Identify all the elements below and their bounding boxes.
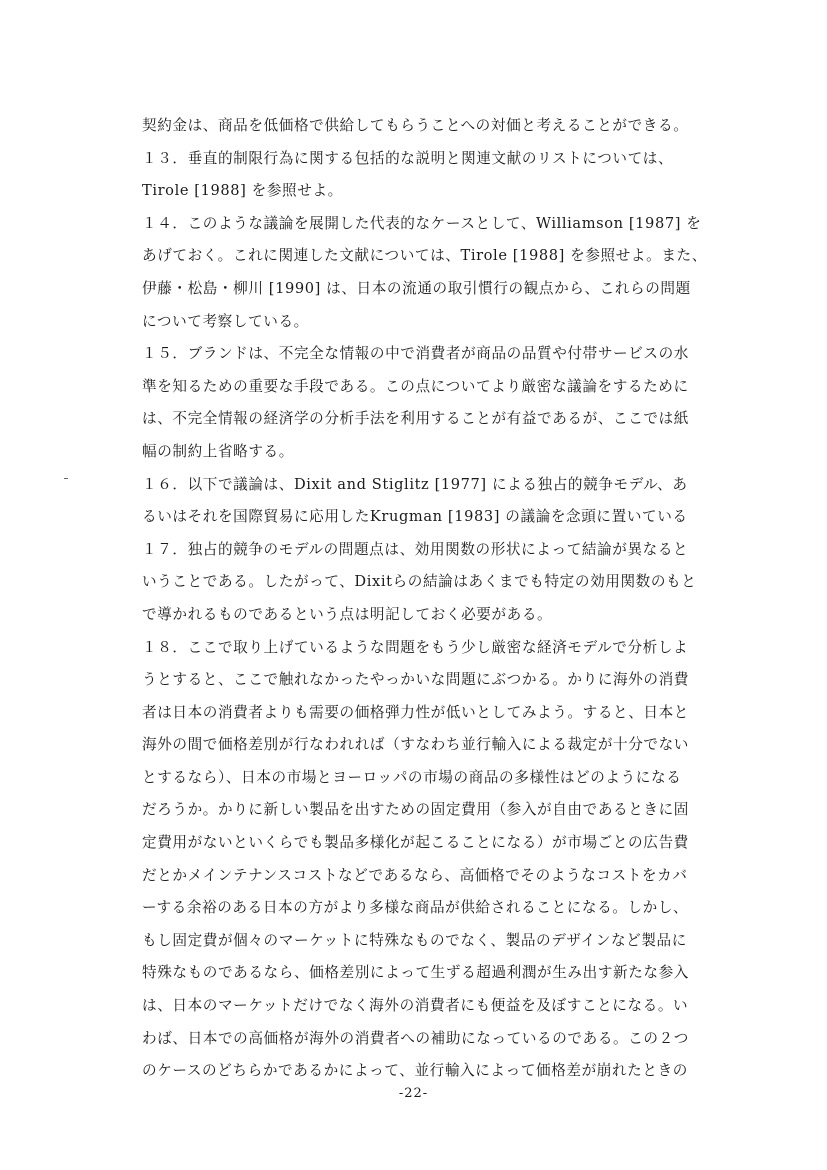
text-line: １３．垂直的制限行為に関する包括的な説明と関連文献のリストについては、: [142, 149, 674, 167]
scan-artifact: [64, 478, 68, 479]
text-line: １７．独占的競争のモデルの問題点は、効用関数の形状によって結論が異なると: [142, 540, 689, 558]
text-line: １６．以下で議論は、Dixit and Stiglitz [1977] による独占的競争モデル、あ: [142, 475, 688, 493]
page-number: -22-: [398, 1086, 429, 1101]
text-line: 定費用がないといくらでも製品多様化が起こることになる）が市場ごとの広告費: [142, 834, 689, 852]
text-line: だろうか。かりに新しい製品を出すための固定費用（参入が自由であるときに固: [142, 801, 689, 819]
text-line: 準を知るための重要な手段である。この点についてより厳密な議論をするために: [142, 377, 689, 395]
text-line: わば、日本での高価格が海外の消費者への補助になっているのである。この２つ: [142, 1029, 689, 1047]
text-line: １４．このような議論を展開した代表的なケースとして、Williamson [1987] を: [142, 214, 702, 232]
text-line: 幅の制約上省略する。: [142, 442, 294, 460]
text-line: について考察している。: [142, 312, 309, 330]
text-line: もし固定費が個々のマーケットに特殊なものでなく、製品のデザインなど製品に: [142, 931, 687, 949]
text-line: １５．ブランドは、不完全な情報の中で消費者が商品の品質や付帯サービスの水: [142, 345, 689, 363]
text-line: あげておく。これに関連した文献については、Tirole [1988] を参照せよ。また、: [142, 247, 707, 265]
text-line: 特殊なものであるなら、価格差別によって生ずる超過利潤が生み出す新たな参入: [142, 964, 689, 982]
text-line: 海外の間で価格差別が行なわれれば（すなわち並行輸入による裁定が十分でない: [142, 736, 689, 754]
text-line: るいはそれを国際貿易に応用したKrugman [1983] の議論を念頭に置いている: [142, 508, 688, 526]
text-line: ーする余裕のある日本の方がより多様な商品が供給されることになる。しかし、: [142, 899, 689, 917]
text-line: は、不完全情報の経済学の分析手法を利用することが有益であるが、ここでは紙: [142, 410, 689, 428]
text-line: うとすると、ここで触れなかったやっかいな問題にぶつかる。かりに海外の消費: [142, 671, 689, 689]
text-line: とするなら）、日本の市場とヨーロッパの市場の商品の多様性はどのようになる: [142, 768, 682, 786]
text-line: 伊藤・松島・柳川 [1990] は、日本の流通の取引慣行の観点から、これらの問題: [142, 279, 691, 297]
text-line: で導かれるものであるという点は明記しておく必要がある。: [142, 605, 553, 623]
text-line: 契約金は、商品を低価格で供給してもらうことへの対価と考えることができる。: [142, 117, 689, 134]
text-line: 者は日本の消費者よりも需要の価格弾力性が低いとしてみよう。すると、日本と: [142, 703, 689, 721]
footnote-text-block: [142, 110, 707, 1088]
text-line: のケースのどちらかであるかによって、並行輸入によって価格差が崩れたときの: [142, 1062, 688, 1080]
text-line: １８．ここで取り上げているような問題をもう少し厳密な経済モデルで分析しよ: [142, 638, 689, 656]
text-line: は、日本のマーケットだけでなく海外の消費者にも便益を及ぼすことになる。い: [142, 997, 689, 1015]
text-line: いうことである。したがって、Dixitらの結論はあくまでも特定の効用関数のもと: [142, 573, 697, 591]
text-line: だとかメインテナンスコストなどであるなら、高価格でそのようなコストをカバ: [142, 866, 688, 884]
text-line: Tirole [1988] を参照せよ。: [142, 182, 343, 200]
